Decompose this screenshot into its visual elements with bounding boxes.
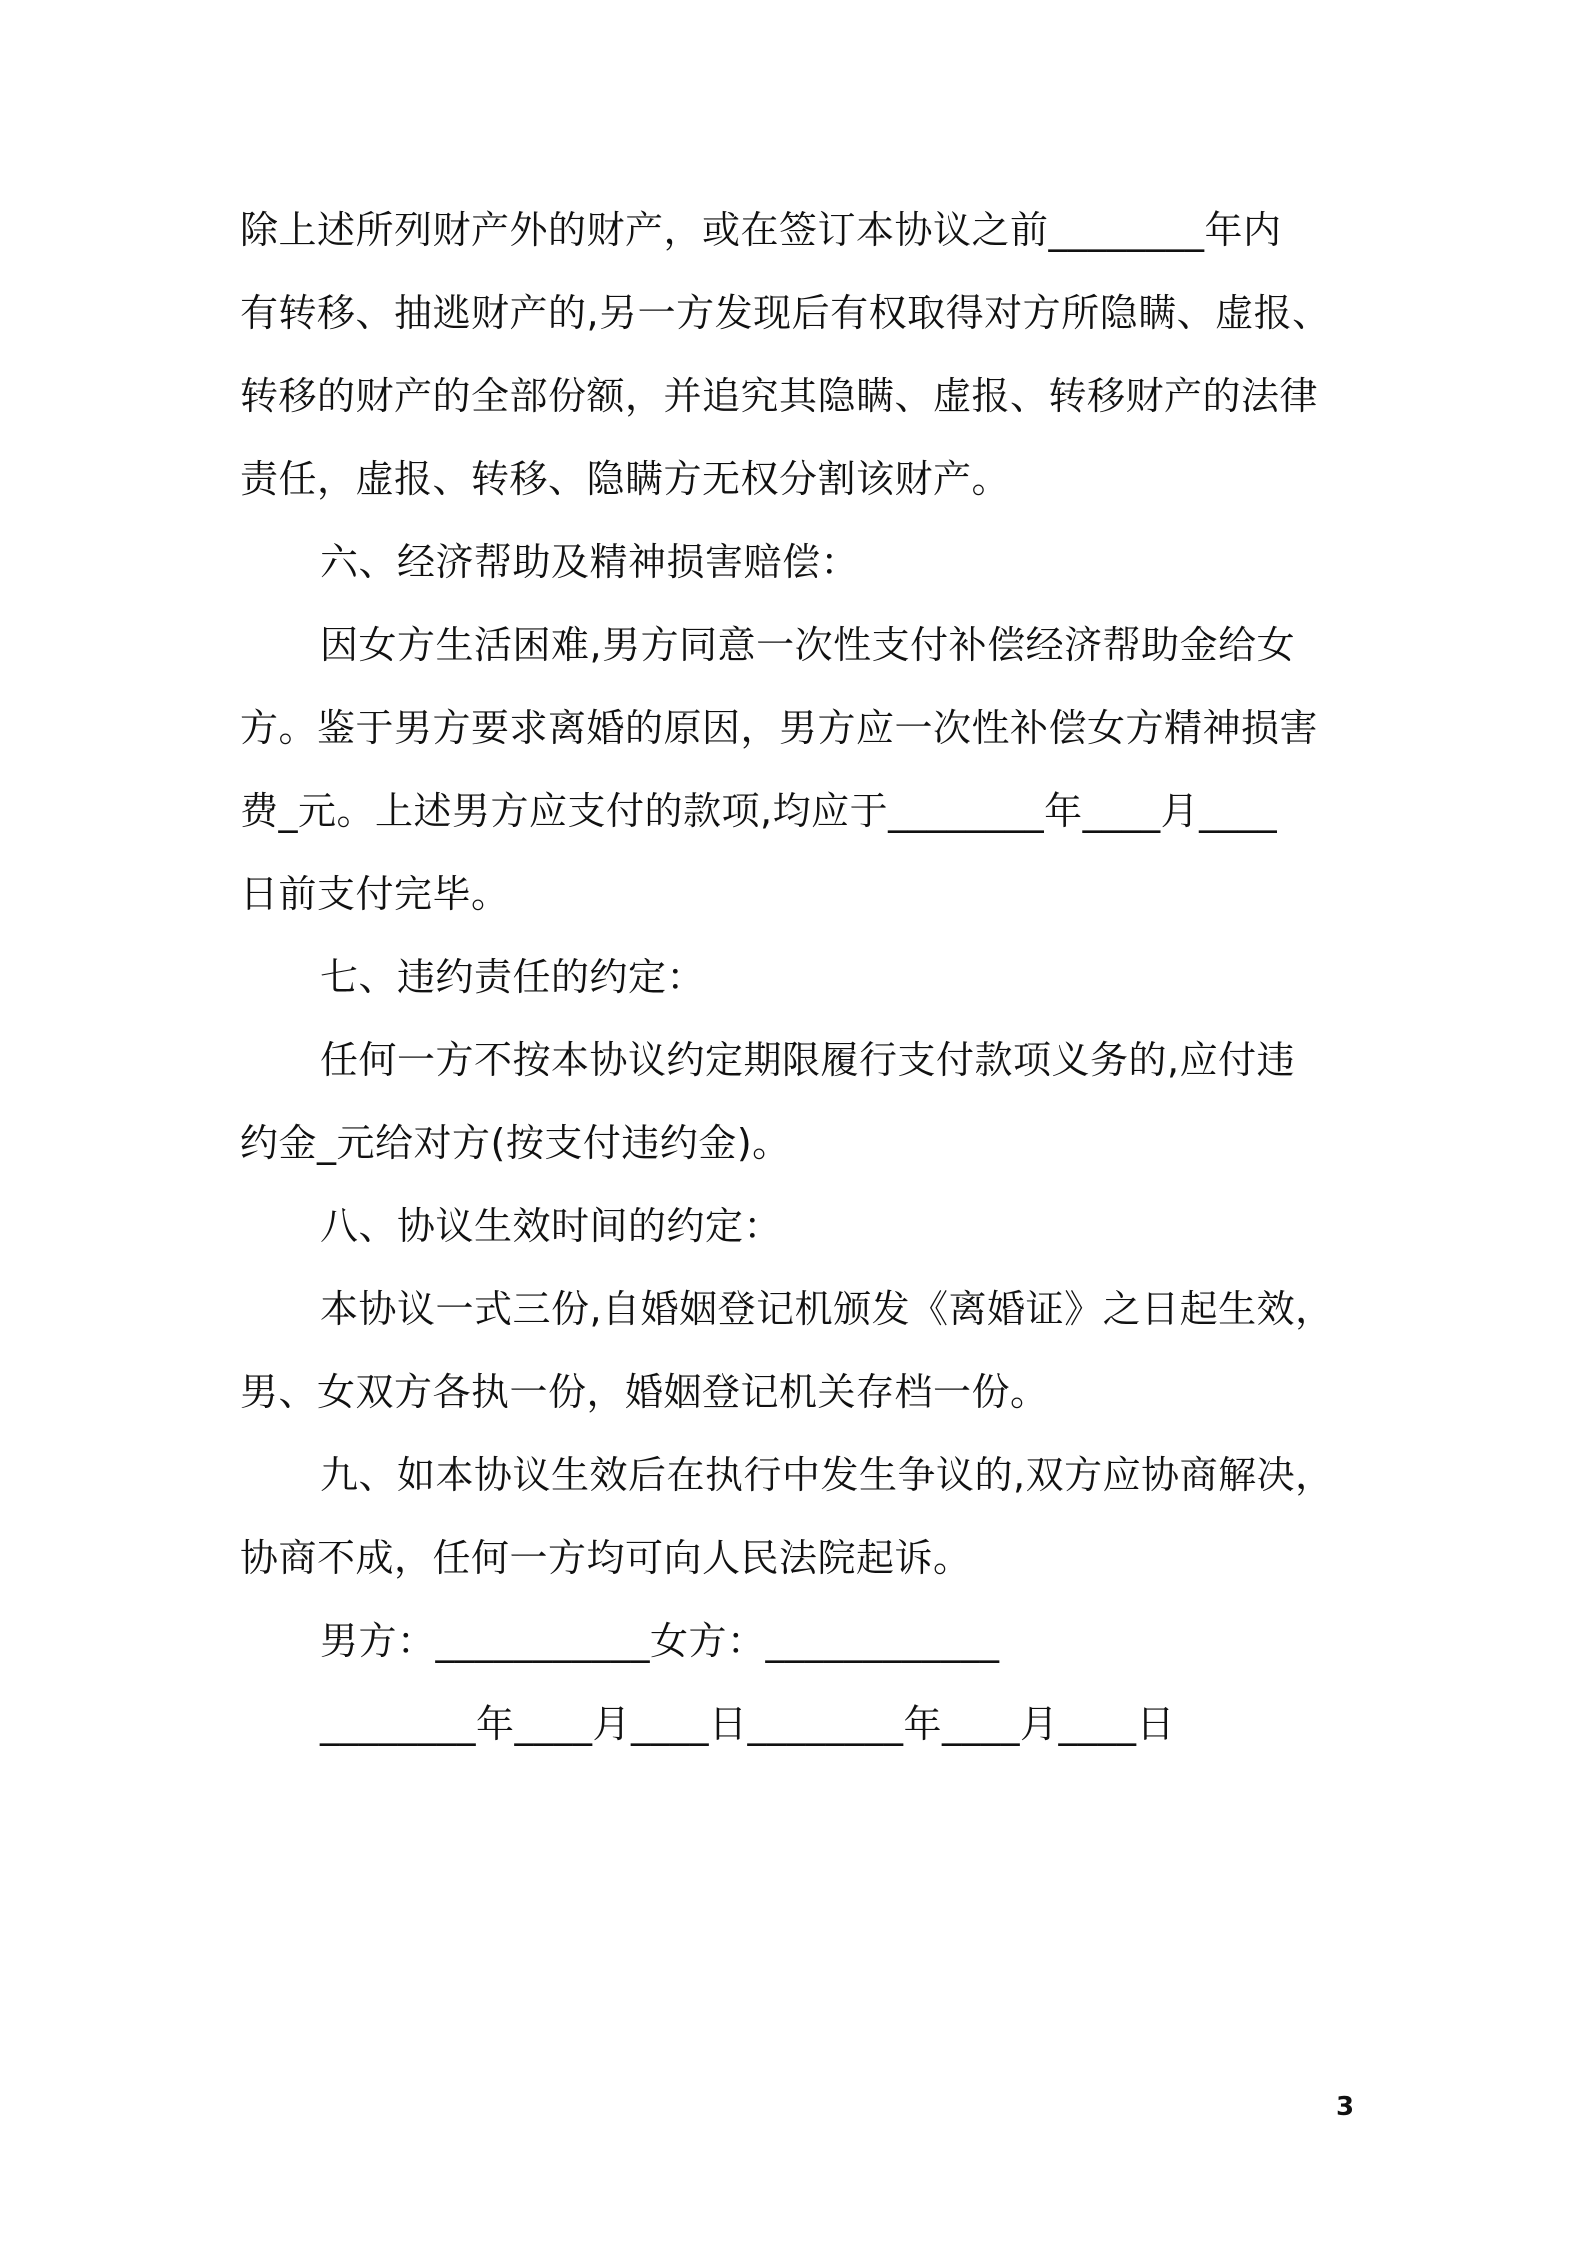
text-line: 日前支付完毕。: [240, 872, 510, 916]
section-heading-6: 六、经济帮助及精神损害赔偿：: [320, 540, 860, 584]
section-heading-8: 八、协议生效时间的约定：: [320, 1204, 783, 1248]
text-line: 除上述所列财产外的财产，或在签订本协议之前________年内: [240, 208, 1282, 252]
text-line: 男、女双方各执一份，婚姻登记机关存档一份。: [240, 1370, 1049, 1414]
date-line: ________年____月____日________年____月____日: [320, 1702, 1176, 1746]
text-line: 任何一方不按本协议约定期限履行支付款项义务的,应付违: [320, 1038, 1296, 1082]
text-line: 方。鉴于男方要求离婚的原因，男方应一次性补偿女方精神损害: [240, 706, 1319, 750]
signature-line: 男方：___________女方：____________: [320, 1619, 1000, 1663]
text-line: 转移的财产的全部份额，并追究其隐瞒、虚报、转移财产的法律: [240, 374, 1319, 418]
text-line: 费_元。上述男方应支付的款项,均应于________年____月____: [240, 789, 1278, 833]
page-number: 3: [1336, 2092, 1355, 2122]
section-heading-9: 九、如本协议生效后在执行中发生争议的,双方应协商解决，: [320, 1453, 1334, 1497]
text-line: 本协议一式三份,自婚姻登记机颁发《离婚证》之日起生效，: [320, 1287, 1334, 1331]
text-line: 约金_元给对方(按支付违约金)。: [240, 1121, 791, 1165]
text-line: 因女方生活困难,男方同意一次性支付补偿经济帮助金给女: [320, 623, 1296, 667]
section-heading-7: 七、违约责任的约定：: [320, 955, 706, 999]
text-line: 责任，虚报、转移、隐瞒方无权分割该财产。: [240, 457, 1011, 501]
text-line: 协商不成，任何一方均可向人民法院起诉。: [240, 1536, 972, 1580]
text-line: 有转移、抽逃财产的,另一方发现后有权取得对方所隐瞒、虚报、: [240, 291, 1331, 335]
